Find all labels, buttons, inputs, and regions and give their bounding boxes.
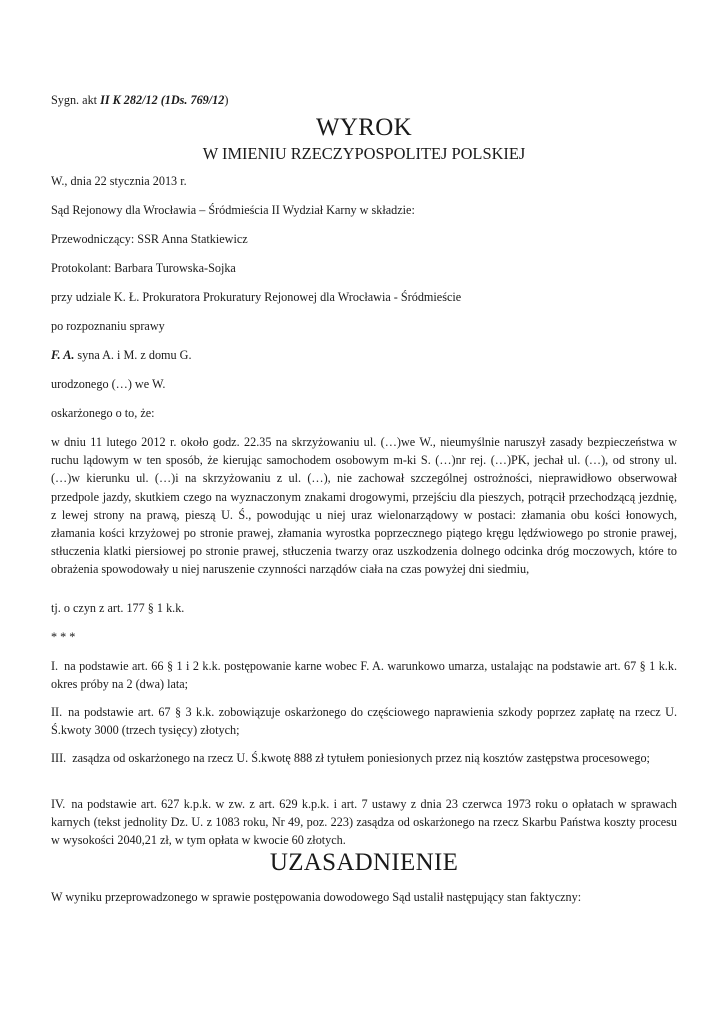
ruling-4 (51, 795, 677, 850)
ruling-3 (51, 749, 677, 767)
ruling-number: IV. (51, 797, 66, 811)
justification-heading: UZASADNIENIE (269, 849, 459, 876)
separator: * * * (51, 630, 76, 644)
legal-basis: tj. o czyn z art. 177 § 1 k.k. (51, 601, 185, 615)
ruling-number: II. (51, 705, 63, 719)
ruling-text: na podstawie art. 67 § 3 k.k. zobowiązuje oskarżonego do częściowego naprawienia szkody poprzez zapłatę na rzecz U. Ś.kwoty 3000 (trzech tysięcy) złotych; (51, 705, 677, 738)
signature-case-number: II K 282/12 (1Ds. 769/12 (100, 93, 225, 107)
ruling-2 (51, 703, 677, 739)
accused-born: urodzonego (…) we W. (51, 377, 166, 391)
charge-description: w dniu 11 lutego 2012 r. około godz. 22.35 na skrzyżowaniu ul. (…)we W., nieumyślnie naruszył zasady bezpieczeństwa w ruchu lądowym w ten sposób, że kierując samochodem osobowym m-ki S. (…)nr rej. (…)PK, jechał ul. (…), od strony ul. (…)w kierunku ul. (…)i na skrzyżowaniu z ul. (…), nie zachował szczególnej ostrożności, nieprawidłowo obserwował przedpole jazdy, skutkiem czego na wyznaczonym znakami drogowymi, przejściu dla pieszych, potrącił przechodzącą jezdnię, z lewej strony na prawą, pieszą U. Ś., powodując u niej uraz wielonarządowy w postaci: złamania obu kości łonowych, złamania kości krzyżowej po stronie prawej, złamania wyrostka poprzecznego piątego kręgu lędźwiowego po stronie prawej, stłuczenia klatki piersiowej po stronie prawej, stłuczenia twarzy oraz uszkodzenia dolnego odcinka dróg moczowych, które to obrażenia spowodowały u niej naruszenie czynności narządów ciała na czas powyżej dni siedmiu, (51, 435, 677, 577)
ruling-number: I. (51, 659, 59, 673)
accused-line (51, 346, 192, 364)
court-composition: Sąd Rejonowy dla Wrocławia – Śródmieścia II Wydział Karny w składzie: (51, 203, 415, 217)
signature-suffix: ) (224, 93, 229, 107)
ruling-1 (51, 657, 677, 693)
signature-prefix: Sygn. akt (51, 93, 101, 107)
ruling-text: zasądza od oskarżonego na rzecz U. Ś.kwotę 888 zł tytułem poniesionych przez nią kosztów zastępstwa procesowego; (72, 751, 650, 765)
court-clerk: Protokolant: Barbara Turowska-Sojka (51, 261, 236, 275)
prosecutor: przy udziale K. Ł. Prokuratora Prokuratury Rejonowej dla Wrocławia - Śródmieście (51, 290, 462, 304)
charged-intro: oskarżonego o to, że: (51, 406, 155, 420)
document-subtitle: W IMIENIU RZECZYPOSPOLITEJ POLSKIEJ (202, 144, 526, 163)
presiding-judge: Przewodniczący: SSR Anna Statkiewicz (51, 232, 248, 246)
case-signature (51, 91, 228, 109)
accused-name: F. A. (51, 348, 75, 362)
ruling-text: na podstawie art. 627 k.p.k. w zw. z art. 629 k.p.k. i art. 7 ustawy z dnia 23 czerwca 1973 roku o opłatach w sprawach karnych (tekst jednolity Dz. U. z 1083 roku, Nr 49, poz. 223) zasądza od oskarżonego na rzecz Skarbu Państwa koszty procesu w wysokości 2040,21 zł, w tym opłata w kwocie 60 złotych. (51, 797, 677, 848)
after-hearing: po rozpoznaniu sprawy (51, 319, 165, 333)
justification-intro: W wyniku przeprowadzonego w sprawie postępowania dowodowego Sąd ustalił następujący stan faktyczny: (51, 890, 582, 904)
place-date: W., dnia 22 stycznia 2013 r. (51, 174, 187, 188)
document-title: WYROK (316, 114, 412, 141)
accused-parents: syna A. i M. z domu G. (74, 348, 192, 362)
ruling-text: na podstawie art. 66 § 1 i 2 k.k. postępowanie karne wobec F. A. warunkowo umarza, ustalając na podstawie art. 67 § 1 k.k. okres próby na 2 (dwa) lata; (51, 659, 677, 692)
ruling-number: III. (51, 751, 67, 765)
